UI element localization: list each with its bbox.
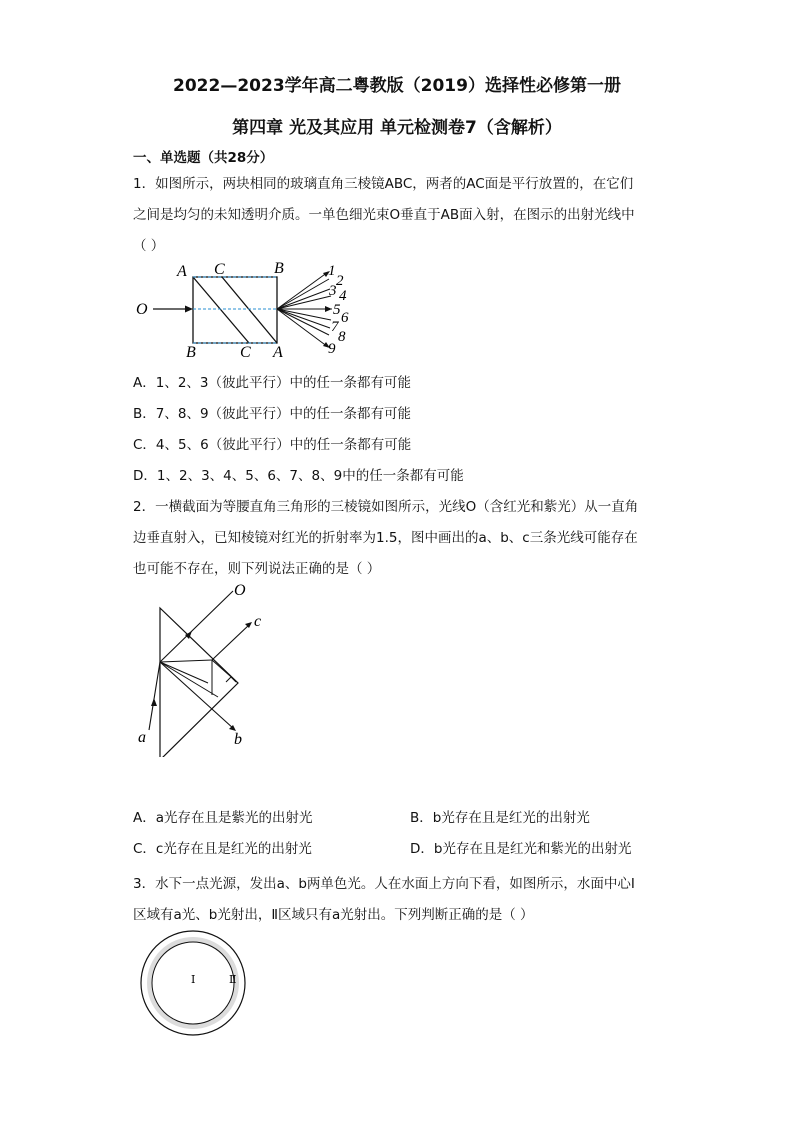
q2-option-a[interactable]: A．a光存在且是紫光的出射光 <box>133 810 313 826</box>
q2-label-c: c <box>254 613 262 630</box>
q1-label-a-bottom: A <box>273 344 283 358</box>
q1-ray-label-9: 9 <box>328 341 336 357</box>
q1-ray-label-5: 5 <box>333 302 341 318</box>
q2-stem-line-1: 2．一横截面为等腰直角三角形的三棱镜如图所示，光线O（含红光和紫光）从一直角 <box>133 499 639 515</box>
q3-stem-line-2: 区域有a光、b光射出，Ⅱ区域只有a光射出。下列判断正确的是（ ） <box>133 907 534 923</box>
document-title-line-2: 第四章 光及其应用 单元检测卷7（含解析） <box>232 118 562 138</box>
q1-option-a[interactable]: A．1、2、3（彼此平行）中的任一条都有可能 <box>133 375 412 391</box>
q2-option-d[interactable]: D．b光存在且是红光和紫光的出射光 <box>410 841 632 857</box>
q1-prism-figure <box>130 258 370 358</box>
q2-stem-line-2: 边垂直射入，已知棱镜对红光的折射率为1.5，图中画出的a、b、c三条光线可能存在 <box>133 530 638 546</box>
q1-ray-label-3: 3 <box>329 283 337 299</box>
q2-stem-line-3: 也可能不存在，则下列说法正确的是（ ） <box>133 561 381 577</box>
q1-ray-label-2: 2 <box>336 273 344 289</box>
q1-label-a-top: A <box>177 263 187 280</box>
q1-stem-line-3: （ ） <box>133 238 165 254</box>
q2-prism-figure <box>130 582 280 757</box>
q2-label-b: b <box>234 731 242 748</box>
q2-label-a: a <box>138 729 146 746</box>
q1-stem-line-2: 之间是均匀的未知透明介质。一单色细光束O垂直于AB面入射，在图示的出射光线中 <box>133 207 635 223</box>
q3-ring-figure <box>133 929 253 1039</box>
q2-option-b[interactable]: B．b光存在且是红光的出射光 <box>410 810 590 826</box>
q1-label-c-top: C <box>214 261 225 278</box>
q1-option-c[interactable]: C．4、5、6（彼此平行）中的任一条都有可能 <box>133 437 412 453</box>
section-heading: 一、单选题（共28分） <box>133 150 274 166</box>
q1-ray-label-7: 7 <box>331 319 339 335</box>
q3-label-region-2: Ⅱ <box>229 974 237 986</box>
q1-label-b-bottom: B <box>186 344 196 358</box>
q3-label-region-1: Ⅰ <box>191 974 196 986</box>
q1-ray-label-4: 4 <box>339 288 347 304</box>
q1-ray-label-1: 1 <box>328 263 336 279</box>
q3-stem-line-1: 3．水下一点光源，发出a、b两单色光。人在水面上方向下看，如图所示，水面中心Ⅰ <box>133 876 635 892</box>
q1-label-o: O <box>136 301 148 318</box>
q1-label-c-bottom: C <box>240 344 251 358</box>
q1-option-b[interactable]: B．7、8、9（彼此平行）中的任一条都有可能 <box>133 406 412 422</box>
q1-option-d[interactable]: D．1、2、3、4、5、6、7、8、9中的任一条都有可能 <box>133 468 464 484</box>
q2-label-o: O <box>234 582 246 599</box>
q1-label-b-top: B <box>274 260 284 277</box>
q2-option-c[interactable]: C．c光存在且是红光的出射光 <box>133 841 312 857</box>
q1-ray-label-8: 8 <box>338 329 346 345</box>
q1-ray-label-6: 6 <box>341 310 349 326</box>
q1-stem-line-1: 1．如图所示，两块相同的玻璃直角三棱镜ABC，两者的AC面是平行放置的，在它们 <box>133 176 634 192</box>
document-title-line-1: 2022—2023学年高二粤教版（2019）选择性必修第一册 <box>173 76 621 96</box>
